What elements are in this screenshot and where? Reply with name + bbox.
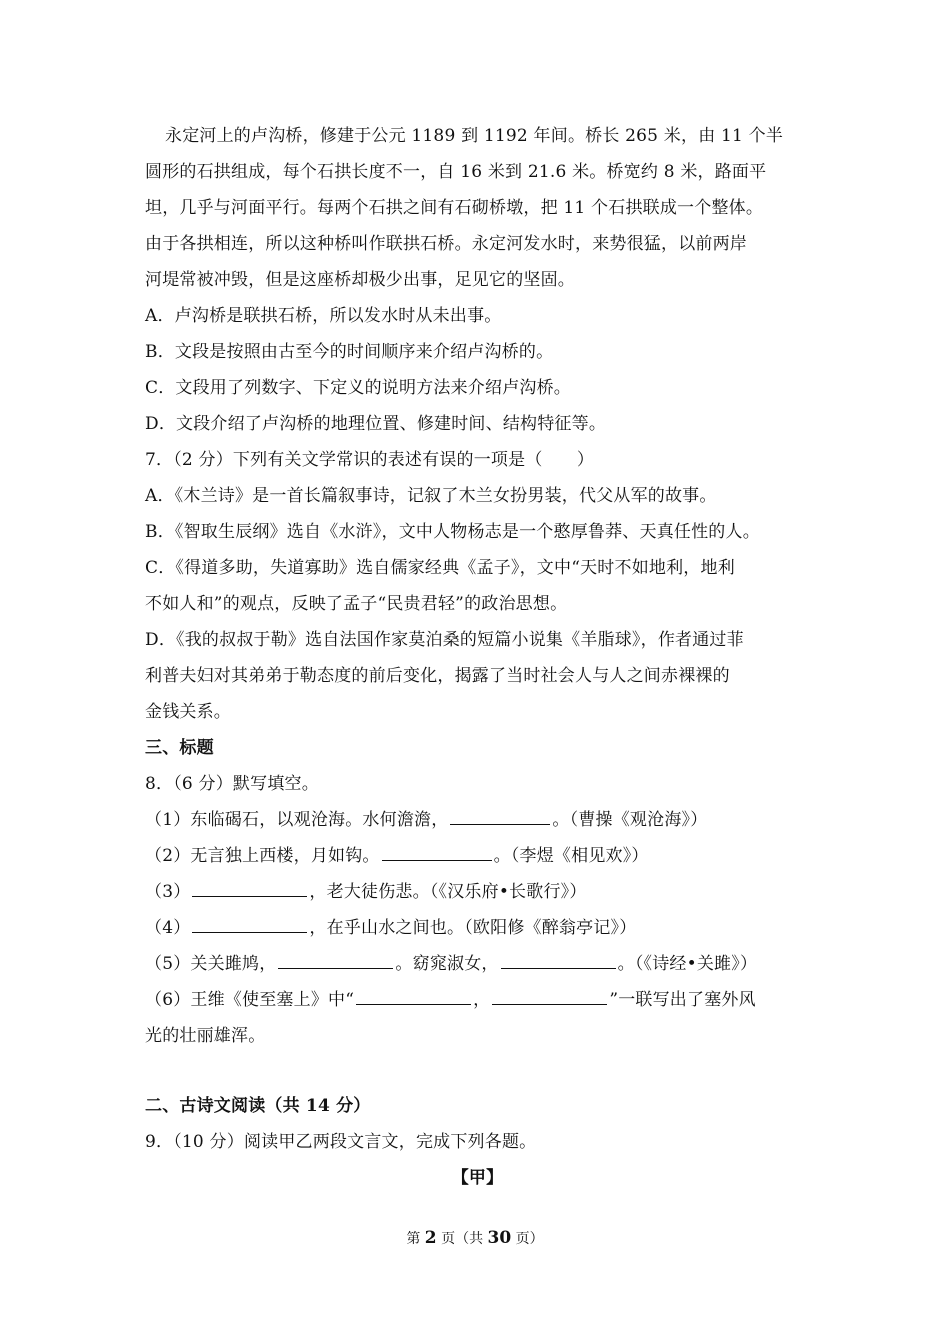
footer-total-pages: 30	[487, 1228, 512, 1248]
document-page	[145, 118, 810, 1196]
footer-suffix: 页）	[511, 1231, 544, 1247]
q6-option-d: D．文段介绍了卢沟桥的地理位置、修建时间、结构特征等。	[145, 414, 607, 434]
passage-line-5: 河堤常被冲毁，但是这座桥却极少出事，足见它的坚固。	[145, 270, 575, 290]
q8-blank-8[interactable]	[492, 988, 607, 1005]
q8-item-2-text-a: （2）无言独上西楼，月如钩。	[145, 846, 380, 866]
passage-line-3: 坦，几乎与河面平行。每两个石拱之间有石砌桥墩，把 11 个石拱联成一个整体。	[145, 198, 764, 218]
q7-option-d-line-2: 利普夫妇对其弟弟于勒态度的前后变化，揭露了当时社会人与人之间赤裸裸的	[145, 666, 730, 686]
q7-option-c-line-2: 不如人和”的观点，反映了孟子“民贵君轻”的政治思想。	[145, 594, 568, 614]
q8-item-3	[145, 874, 810, 910]
q7-option-d-line-1: D．《我的叔叔于勒》选自法国作家莫泊桑的短篇小说集《羊脂球》，作者通过菲	[145, 630, 744, 650]
q8-item-5	[145, 946, 810, 982]
q8-item-5-text-a: （5）关关雎鸠，	[145, 954, 277, 974]
q8-blank-1[interactable]	[450, 808, 550, 825]
section-2-heading: 二、古诗文阅读（共 14 分）	[145, 1096, 371, 1116]
q6-option-b: B．文段是按照由古至今的时间顺序来介绍卢沟桥的。	[145, 342, 554, 362]
q8-item-6	[145, 982, 810, 1018]
q8-item-3-text-b: ，老大徒伤悲。（《汉乐府•长歌行》）	[309, 882, 587, 902]
passage-line-1: 永定河上的卢沟桥，修建于公元 1189 到 1192 年间。桥长 265 米，由 11 个半	[165, 126, 784, 146]
q6-option-c: C．文段用了列数字、下定义的说明方法来介绍卢沟桥。	[145, 378, 572, 398]
page-footer	[0, 1228, 950, 1248]
passage-line-4: 由于各拱相连，所以这种桥叫作联拱石桥。永定河发水时，来势很猛，以前两岸	[145, 234, 747, 254]
q8-item-4	[145, 910, 810, 946]
q8-item-4-text-b: ，在乎山水之间也。（欧阳修《醉翁亭记》）	[309, 918, 637, 938]
section-3-heading: 三、标题	[145, 738, 214, 758]
q8-item-6-continuation: 光的壮丽雄浑。	[145, 1026, 266, 1046]
q8-blank-3[interactable]	[192, 880, 307, 897]
q6-option-a: A．卢沟桥是联拱石桥，所以发水时从未出事。	[145, 306, 502, 326]
footer-middle: 页（共	[436, 1231, 488, 1247]
q8-item-6-text-b: ，	[473, 990, 491, 1010]
q8-blank-4[interactable]	[192, 916, 307, 933]
q8-stem: 8．（6 分）默写填空。	[145, 774, 319, 794]
footer-prefix: 第	[406, 1231, 425, 1247]
q8-item-1-text-a: （1）东临碣石，以观沧海。水何澹澹，	[145, 810, 449, 830]
spacer	[145, 1054, 810, 1088]
q8-item-6-text-c: ”一联写出了塞外风	[609, 990, 756, 1010]
q8-blank-2[interactable]	[382, 844, 492, 861]
q7-option-b: B．《智取生辰纲》选自《水浒》，文中人物杨志是一个憨厚鲁莽、天真任性的人。	[145, 522, 760, 542]
jia-label: 【甲】	[451, 1168, 504, 1188]
q8-item-2	[145, 838, 810, 874]
q8-item-2-text-b: 。（李煜《相见欢》）	[493, 846, 649, 866]
q8-item-5-text-b: 。窈窕淑女，	[395, 954, 499, 974]
q7-option-d-line-3: 金钱关系。	[145, 702, 231, 722]
q8-blank-6[interactable]	[501, 952, 616, 969]
q8-item-6-text-a: （6）王维《使至塞上》中“	[145, 990, 355, 1010]
q8-item-1	[145, 802, 810, 838]
q7-stem: 7．（2 分）下列有关文学常识的表述有误的一项是（ ）	[145, 450, 595, 470]
q7-option-a: A．《木兰诗》是一首长篇叙事诗，记叙了木兰女扮男装，代父从军的故事。	[145, 486, 717, 506]
passage-line-2: 圆形的石拱组成，每个石拱长度不一，自 16 米到 21.6 米。桥宽约 8 米，路面平	[145, 162, 767, 182]
q8-item-3-text-a: （3）	[145, 882, 191, 902]
q8-blank-5[interactable]	[278, 952, 393, 969]
q8-item-1-text-b: 。（曹操《观沧海》）	[552, 810, 708, 830]
q9-stem: 9．（10 分）阅读甲乙两段文言文，完成下列各题。	[145, 1132, 537, 1152]
q8-item-5-text-c: 。（《诗经•关雎》）	[617, 954, 758, 974]
q7-option-c-line-1: C．《得道多助，失道寡助》选自儒家经典《孟子》，文中“天时不如地利，地利	[145, 558, 735, 578]
q8-blank-7[interactable]	[356, 988, 471, 1005]
q8-item-4-text-a: （4）	[145, 918, 191, 938]
footer-page-number: 2	[424, 1228, 437, 1248]
